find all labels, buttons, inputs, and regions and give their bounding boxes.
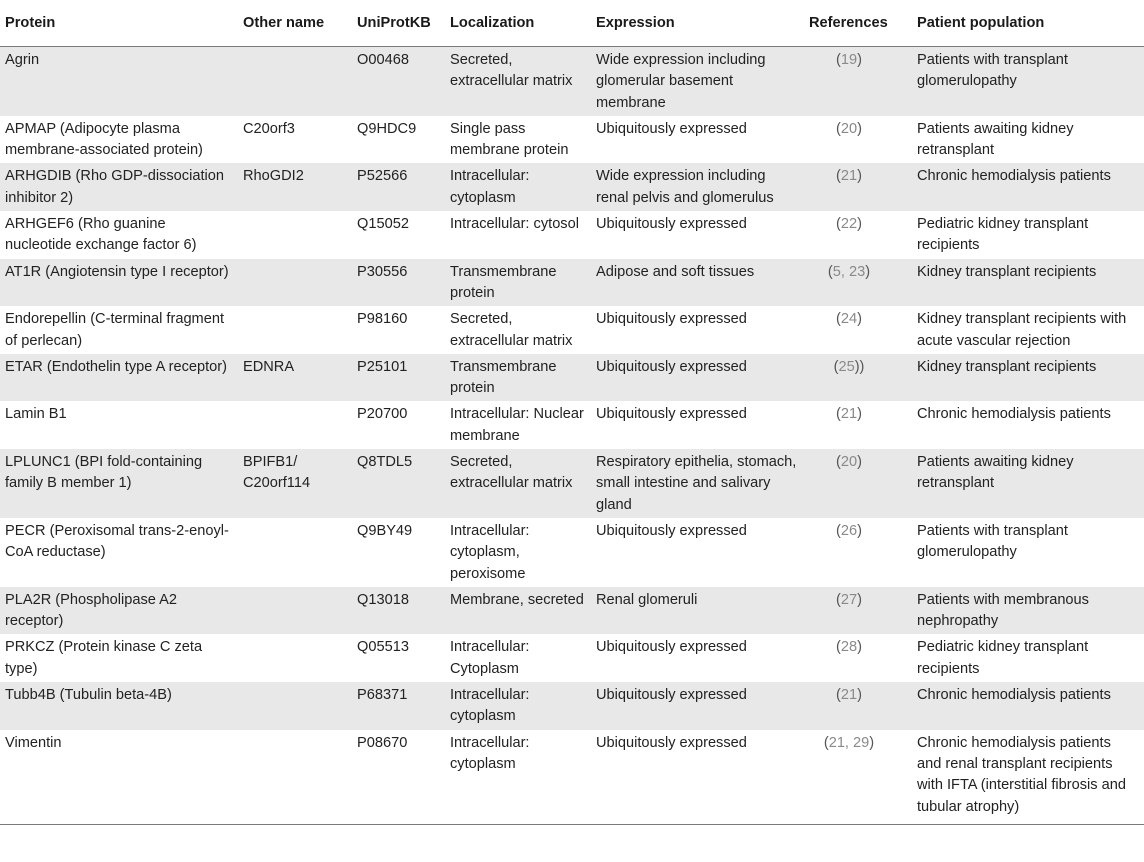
cell-uniprot: P30556 bbox=[352, 259, 445, 307]
cell-references bbox=[804, 259, 912, 307]
cell-patient-population: Patients awaiting kidney retransplant bbox=[917, 120, 1074, 159]
cell-protein: Vimentin bbox=[0, 730, 238, 825]
cell-protein: AT1R (Angiotensin type I receptor) bbox=[0, 259, 238, 307]
ref-open-paren: ( bbox=[836, 522, 841, 539]
ref-open-paren: ( bbox=[836, 168, 841, 185]
cell-localization: Intracellular: cytoplasm bbox=[445, 163, 591, 211]
reference-link[interactable]: 25 bbox=[838, 358, 855, 375]
cell-patient-population: Patients awaiting kidney retransplant bbox=[912, 449, 1144, 518]
cell-uniprot: O00468 bbox=[352, 47, 445, 116]
cell-uniprot: P25101 bbox=[352, 354, 445, 402]
table-row bbox=[0, 211, 1144, 259]
cell-other-name bbox=[238, 401, 352, 449]
cell-other-name bbox=[238, 587, 352, 635]
ref-open-paren: ( bbox=[836, 311, 841, 328]
cell-protein: PECR (Peroxisomal trans-2-enoyl-CoA reductase) bbox=[5, 522, 229, 561]
cell-localization: Intracellular: Cytoplasm bbox=[450, 639, 530, 677]
reference-link[interactable]: 26 bbox=[840, 522, 858, 539]
reference-link[interactable]: 28 bbox=[840, 639, 858, 656]
col-header-uniprot: UniProtKB bbox=[352, 0, 445, 47]
cell-protein: PLA2R (Phospholipase A2 receptor) bbox=[0, 587, 238, 635]
cell-other-name bbox=[238, 730, 352, 825]
cell-uniprot: P20700 bbox=[357, 406, 408, 423]
cell-expression: Wide expression including renal pelvis and glomerulus bbox=[591, 163, 804, 211]
cell-patient-population: Chronic hemodialysis patients bbox=[912, 163, 1144, 211]
reference-link[interactable]: 24 bbox=[840, 311, 858, 328]
ref-open-paren: ( bbox=[833, 358, 839, 375]
cell-protein: LPLUNC1 (BPI fold-containing family B member 1) bbox=[0, 449, 238, 518]
cell-protein: APMAP (Adipocyte plasma membrane-associated protein) bbox=[5, 120, 203, 159]
cell-patient-population: Pediatric kidney transplant recipients bbox=[917, 639, 1089, 677]
ref-close-paren: ) bbox=[857, 52, 862, 68]
cell-other-name bbox=[238, 259, 352, 307]
ref-open-paren: ( bbox=[836, 687, 841, 704]
cell-uniprot: Q9BY49 bbox=[357, 522, 413, 539]
cell-references bbox=[804, 306, 912, 354]
cell-references bbox=[804, 211, 912, 259]
reference-link[interactable]: 27 bbox=[840, 591, 858, 608]
cell-uniprot: P68371 bbox=[352, 682, 445, 730]
cell-uniprot: Q05513 bbox=[357, 639, 409, 656]
col-header-expression: Expression bbox=[591, 0, 804, 47]
cell-protein: Tubb4B (Tubulin beta-4B) bbox=[0, 682, 238, 730]
cell-expression: Renal glomeruli bbox=[591, 587, 804, 635]
col-header-patient-population: Patient population bbox=[912, 0, 1144, 47]
cell-expression: Ubiquitously expressed bbox=[596, 406, 747, 423]
ref-close-paren: ) bbox=[857, 639, 862, 656]
table-row bbox=[0, 306, 1144, 354]
cell-localization: Membrane, secreted bbox=[445, 587, 591, 635]
col-header-other-name: Other name bbox=[238, 0, 352, 47]
col-header-protein: Protein bbox=[0, 0, 238, 47]
cell-protein: Agrin bbox=[0, 47, 238, 116]
ref-close-paren: ) bbox=[857, 120, 862, 137]
cell-references bbox=[804, 730, 912, 825]
reference-link[interactable]: 21 bbox=[840, 406, 858, 423]
header-row bbox=[0, 0, 1144, 47]
cell-other-name: RhoGDI2 bbox=[238, 163, 352, 211]
cell-references bbox=[804, 47, 912, 116]
cell-patient-population: Kidney transplant recipients with acute vascular rejection bbox=[917, 311, 1127, 349]
ref-open-paren: ( bbox=[836, 120, 841, 137]
cell-localization: Intracellular: cytoplasm bbox=[445, 730, 591, 825]
ref-close-paren: ) bbox=[857, 591, 862, 608]
cell-localization: Single pass membrane protein bbox=[450, 120, 569, 159]
table-row bbox=[0, 259, 1144, 307]
cell-uniprot: Q15052 bbox=[357, 216, 409, 233]
cell-other-name: C20orf3 bbox=[243, 120, 295, 137]
cell-other-name bbox=[238, 518, 352, 587]
cell-patient-population: Pediatric kidney transplant recipients bbox=[917, 216, 1089, 254]
cell-protein: ARHGEF6 (Rho guanine nucleotide exchange factor 6) bbox=[5, 216, 197, 254]
table-row bbox=[0, 354, 1144, 402]
cell-localization: Transmembrane protein bbox=[445, 354, 591, 402]
ref-close-paren: ) bbox=[857, 454, 862, 471]
cell-localization: Intracellular: Nuclear membrane bbox=[450, 406, 584, 444]
cell-other-name bbox=[238, 47, 352, 116]
cell-localization: Intracellular: cytosol bbox=[450, 216, 579, 233]
reference-link[interactable]: 21 bbox=[840, 687, 858, 704]
cell-expression: Ubiquitously expressed bbox=[591, 354, 804, 402]
table-row bbox=[0, 47, 1144, 116]
cell-other-name: BPIFB1/ C20orf114 bbox=[238, 449, 352, 518]
cell-references bbox=[804, 682, 912, 730]
cell-other-name bbox=[238, 682, 352, 730]
ref-close-paren: ) bbox=[857, 311, 862, 328]
cell-expression: Respiratory epithelia, stomach, small intestine and salivary gland bbox=[591, 449, 804, 518]
cell-references bbox=[804, 354, 912, 402]
table-row bbox=[0, 587, 1144, 635]
table-row bbox=[0, 634, 1144, 682]
cell-protein: Lamin B1 bbox=[5, 406, 67, 423]
cell-uniprot: Q9HDC9 bbox=[357, 120, 417, 137]
cell-patient-population: Kidney transplant recipients bbox=[912, 259, 1144, 307]
reference-link[interactable]: 22 bbox=[840, 216, 858, 233]
cell-localization: Intracellular: cytoplasm, peroxisome bbox=[450, 522, 530, 582]
ref-close-paren: ) bbox=[857, 687, 862, 704]
cell-protein: ARHGDIB (Rho GDP-dissociation inhibitor 2) bbox=[0, 163, 238, 211]
cell-uniprot: P98160 bbox=[357, 311, 408, 328]
cell-references bbox=[804, 449, 912, 518]
ref-close-paren: ) bbox=[857, 216, 862, 233]
table-row bbox=[0, 163, 1144, 211]
table-row bbox=[0, 682, 1144, 730]
table-row bbox=[0, 518, 1144, 587]
table-row bbox=[0, 116, 1144, 164]
cell-uniprot: Q13018 bbox=[352, 587, 445, 635]
cell-expression: Ubiquitously expressed bbox=[591, 682, 804, 730]
cell-uniprot: P52566 bbox=[352, 163, 445, 211]
reference-link[interactable]: 20 bbox=[840, 454, 858, 471]
cell-patient-population: Chronic hemodialysis patients bbox=[912, 682, 1144, 730]
reference-link[interactable]: 19 bbox=[840, 52, 858, 68]
ref-close-paren: ) bbox=[857, 406, 862, 423]
table-row bbox=[0, 730, 1144, 825]
cell-localization: Secreted, extracellular matrix bbox=[450, 311, 573, 349]
table-row bbox=[0, 401, 1144, 449]
reference-link[interactable]: 20 bbox=[840, 120, 858, 137]
cell-references bbox=[804, 634, 912, 682]
reference-link[interactable]: 21, 29 bbox=[828, 734, 870, 751]
cell-localization: Secreted, extracellular matrix bbox=[445, 449, 591, 518]
ref-close-paren: ) bbox=[857, 168, 862, 185]
cell-patient-population: Chronic hemodialysis patients bbox=[917, 406, 1111, 423]
cell-expression: Ubiquitously expressed bbox=[596, 120, 747, 137]
col-header-references: References bbox=[804, 0, 912, 47]
table-body bbox=[0, 47, 1144, 825]
cell-expression: Ubiquitously expressed bbox=[596, 311, 747, 328]
cell-uniprot: Q8TDL5 bbox=[352, 449, 445, 518]
ref-close-paren: ) bbox=[857, 522, 862, 539]
cell-references bbox=[804, 518, 912, 587]
cell-expression: Ubiquitously expressed bbox=[591, 730, 804, 825]
cell-other-name: EDNRA bbox=[238, 354, 352, 402]
cell-references bbox=[804, 163, 912, 211]
cell-protein: PRKCZ (Protein kinase C zeta type) bbox=[5, 639, 203, 677]
table-row bbox=[0, 449, 1144, 518]
ref-open-paren: ( bbox=[836, 454, 841, 471]
cell-protein: Endorepellin (C-terminal fragment of perlecan) bbox=[5, 311, 224, 349]
cell-expression: Ubiquitously expressed bbox=[596, 216, 747, 233]
cell-references bbox=[804, 587, 912, 635]
cell-patient-population: Patients with membranous nephropathy bbox=[912, 587, 1144, 635]
ref-close-paren: ) bbox=[869, 734, 875, 751]
ref-open-paren: ( bbox=[823, 734, 829, 751]
cell-localization: Transmembrane protein bbox=[445, 259, 591, 307]
cell-expression: Ubiquitously expressed bbox=[596, 522, 747, 539]
col-header-localization: Localization bbox=[445, 0, 591, 47]
table-header bbox=[0, 0, 1144, 47]
cell-other-name bbox=[238, 211, 352, 259]
cell-other-name bbox=[238, 634, 352, 682]
ref-open-paren: ( bbox=[836, 52, 841, 68]
cell-references bbox=[804, 401, 912, 449]
cell-patient-population: Kidney transplant recipients bbox=[912, 354, 1144, 402]
cell-references bbox=[804, 116, 912, 164]
ref-open-paren: ( bbox=[836, 639, 841, 656]
cell-patient-population: Chronic hemodialysis patients and renal transplant recipients with IFTA (interstitial fibrosis and tubular atrophy) bbox=[912, 730, 1144, 825]
ref-open-paren: ( bbox=[836, 591, 841, 608]
ref-close-paren: ) bbox=[865, 263, 871, 280]
ref-open-paren: ( bbox=[827, 263, 833, 280]
cell-other-name bbox=[238, 306, 352, 354]
cell-expression: Ubiquitously expressed bbox=[596, 639, 747, 656]
cell-protein: ETAR (Endothelin type A receptor) bbox=[0, 354, 238, 402]
cell-localization: Intracellular: cytoplasm bbox=[445, 682, 591, 730]
cell-patient-population: Patients with transplant glomerulopathy bbox=[917, 522, 1068, 561]
cell-uniprot: P08670 bbox=[352, 730, 445, 825]
cell-expression: Wide expression including glomerular basement membrane bbox=[591, 47, 804, 116]
cell-expression: Adipose and soft tissues bbox=[591, 259, 804, 307]
cell-localization: Secreted, extracellular matrix bbox=[445, 47, 591, 116]
ref-open-paren: ( bbox=[836, 216, 841, 233]
cell-patient-population: Patients with transplant glomerulopathy bbox=[912, 47, 1144, 116]
reference-link[interactable]: 21 bbox=[840, 168, 858, 185]
ref-open-paren: ( bbox=[836, 406, 841, 423]
ref-close-paren: )) bbox=[854, 358, 865, 375]
reference-link[interactable]: 5, 23 bbox=[832, 263, 866, 280]
